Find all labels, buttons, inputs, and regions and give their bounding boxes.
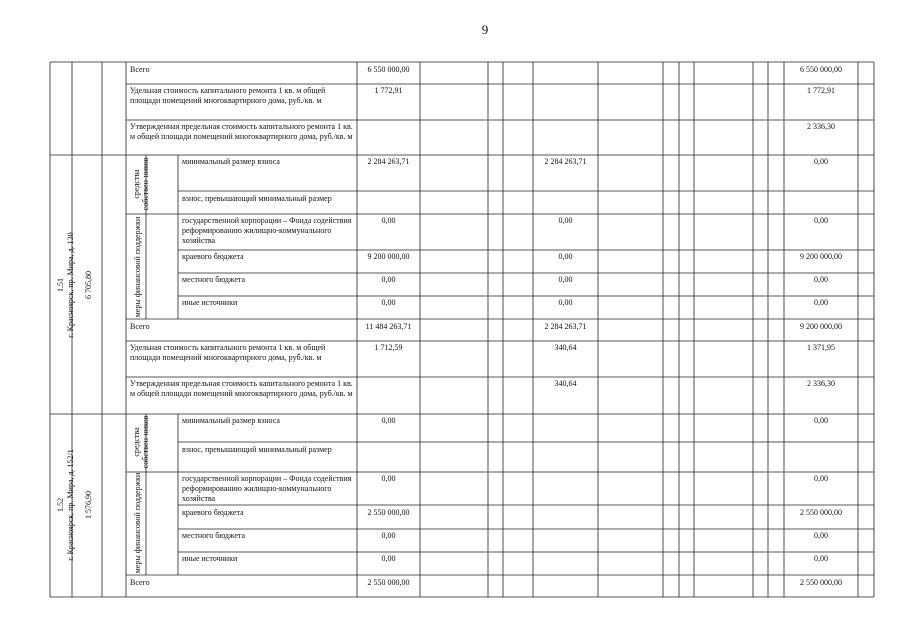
house-151-local-col4: 0,00 bbox=[558, 275, 573, 284]
house-151-state-corp-label: государственной корпорации – Фонда содействия реформированию жилищно-коммунального хозяйства bbox=[182, 216, 352, 245]
house-152-total-col10: 2 550 000,00 bbox=[800, 578, 842, 587]
house-152-min-fee-col10: 0,00 bbox=[814, 416, 828, 425]
house-151-unit-cost-col4: 340,64 bbox=[554, 343, 577, 352]
house-152-area: 1 576,90 bbox=[84, 491, 93, 519]
house-152-min-fee-col1: 0,00 bbox=[381, 416, 396, 425]
house-151-min-fee-col1: 2 284 263,71 bbox=[367, 157, 410, 166]
house-151-unit-cost-col1: 1 712,59 bbox=[374, 343, 403, 352]
top-limit-cost-col10: 2 336,30 bbox=[807, 122, 835, 131]
house-151-unit-cost-col10: 1 371,95 bbox=[807, 343, 835, 352]
house-152-local-label: местного бюджета bbox=[182, 531, 246, 540]
top-total-col1: 6 550 000,00 bbox=[367, 65, 410, 74]
top-total-label: Всего bbox=[130, 65, 150, 74]
house-151-min-fee-col4: 2 284 263,71 bbox=[544, 157, 587, 166]
top-total-col10: 6 550 000,00 bbox=[800, 65, 842, 74]
house-151-regional-label: краевого бюджета bbox=[182, 252, 244, 261]
house-151-number: 1.51 bbox=[56, 278, 65, 292]
house-151-min-fee-label: минимальный размер взноса bbox=[182, 157, 280, 166]
house-152-address: г. Красноярск, пр. Мира, д. 152/1 bbox=[66, 449, 75, 561]
house-151-support-label: меры финансовой поддержки bbox=[133, 216, 142, 318]
house-151-regional-col10: 9 200 000,00 bbox=[800, 252, 842, 261]
house-152-other-col1: 0,00 bbox=[381, 554, 396, 563]
house-152-total-col1: 2 550 000,00 bbox=[367, 578, 410, 587]
house-152-local-col10: 0,00 bbox=[814, 531, 828, 540]
house-151-state-corp-col10: 0,00 bbox=[814, 216, 828, 225]
house-151-total-col10: 9 200 000,00 bbox=[800, 322, 842, 331]
house-152-over-min-label: взнос, превышающий минимальный размер bbox=[182, 445, 332, 454]
house-152-owners-funds-label: средства собствен-ников bbox=[132, 415, 150, 469]
house-151-min-fee-col10: 0,00 bbox=[814, 157, 828, 166]
house-151-regional-col1: 9 200 000,00 bbox=[367, 252, 410, 261]
top-unit-cost-label: Удельная стоимость капитального ремонта 1 кв. м общей площади помещений многоквартирного дома, руб./кв. м bbox=[130, 86, 326, 105]
house-152-state-corp-label: государственной корпорации – Фонда содействия реформированию жилищно-коммунального хозяйства bbox=[182, 474, 352, 503]
page-number: 9 bbox=[481, 22, 489, 37]
house-151-state-corp-col1: 0,00 bbox=[381, 216, 396, 225]
house-151-other-col4: 0,00 bbox=[558, 298, 573, 307]
house-152-regional-col10: 2 550 000,00 bbox=[800, 508, 842, 517]
house-151-other-label: иные источники bbox=[182, 298, 238, 307]
house-152-local-col1: 0,00 bbox=[381, 531, 396, 540]
house-152-regional-col1: 2 550 000,00 bbox=[367, 508, 410, 517]
top-unit-cost-col10: 1 772,91 bbox=[807, 86, 835, 95]
top-limit-cost-label: Утвержденная предельная стоимость капитального ремонта 1 кв. м общей площади помещений многоквартирного дома, руб./кв. м bbox=[130, 122, 353, 141]
house-151-total-label: Всего bbox=[130, 322, 150, 331]
house-152-other-label: иные источники bbox=[182, 554, 238, 563]
house-151-unit-cost-label: Удельная стоимость капитального ремонта 1 кв. м общей площади помещений многоквартирного дома, руб./кв. м bbox=[130, 343, 326, 362]
house-151-local-label: местного бюджета bbox=[182, 275, 246, 284]
house-152-min-fee-label: минимальный размер взноса bbox=[182, 416, 280, 425]
house-152-support-label: меры финансовой поддержки bbox=[133, 472, 142, 574]
house-151-total-col1: 11 484 263,71 bbox=[365, 322, 412, 331]
house-151-total-col4: 2 284 263,71 bbox=[544, 322, 587, 331]
house-151-address: г. Красноярск, пр. Мира, д. 130 bbox=[66, 232, 75, 338]
house-151-area: 6 705,80 bbox=[84, 271, 93, 299]
house-152-total-label: Всего bbox=[130, 578, 150, 587]
house-152-number: 1.52 bbox=[56, 498, 65, 512]
house-152-state-corp-col10: 0,00 bbox=[814, 474, 828, 483]
house-152-state-corp-col1: 0,00 bbox=[381, 474, 396, 483]
house-151-other-col1: 0,00 bbox=[381, 298, 396, 307]
house-151-regional-col4: 0,00 bbox=[558, 252, 573, 261]
house-152-other-col10: 0,00 bbox=[814, 554, 828, 563]
house-151-limit-cost-col4: 340,64 bbox=[554, 379, 577, 388]
house-151-local-col1: 0,00 bbox=[381, 275, 396, 284]
top-unit-cost-col1: 1 772,91 bbox=[374, 86, 403, 95]
house-151-limit-cost-col10: 2 336,30 bbox=[807, 379, 835, 388]
house-151-other-col10: 0,00 bbox=[814, 298, 828, 307]
house-151-local-col10: 0,00 bbox=[814, 275, 828, 284]
house-151-state-corp-col4: 0,00 bbox=[558, 216, 573, 225]
house-152-regional-label: краевого бюджета bbox=[182, 508, 244, 517]
house-151-limit-cost-label: Утвержденная предельная стоимость капитального ремонта 1 кв. м общей площади помещений многоквартирного дома, руб./кв. м bbox=[130, 379, 353, 398]
house-151-owners-funds-label: средства собствен-ников bbox=[132, 157, 150, 211]
house-151-over-min-label: взнос, превышающий минимальный размер bbox=[182, 194, 332, 203]
